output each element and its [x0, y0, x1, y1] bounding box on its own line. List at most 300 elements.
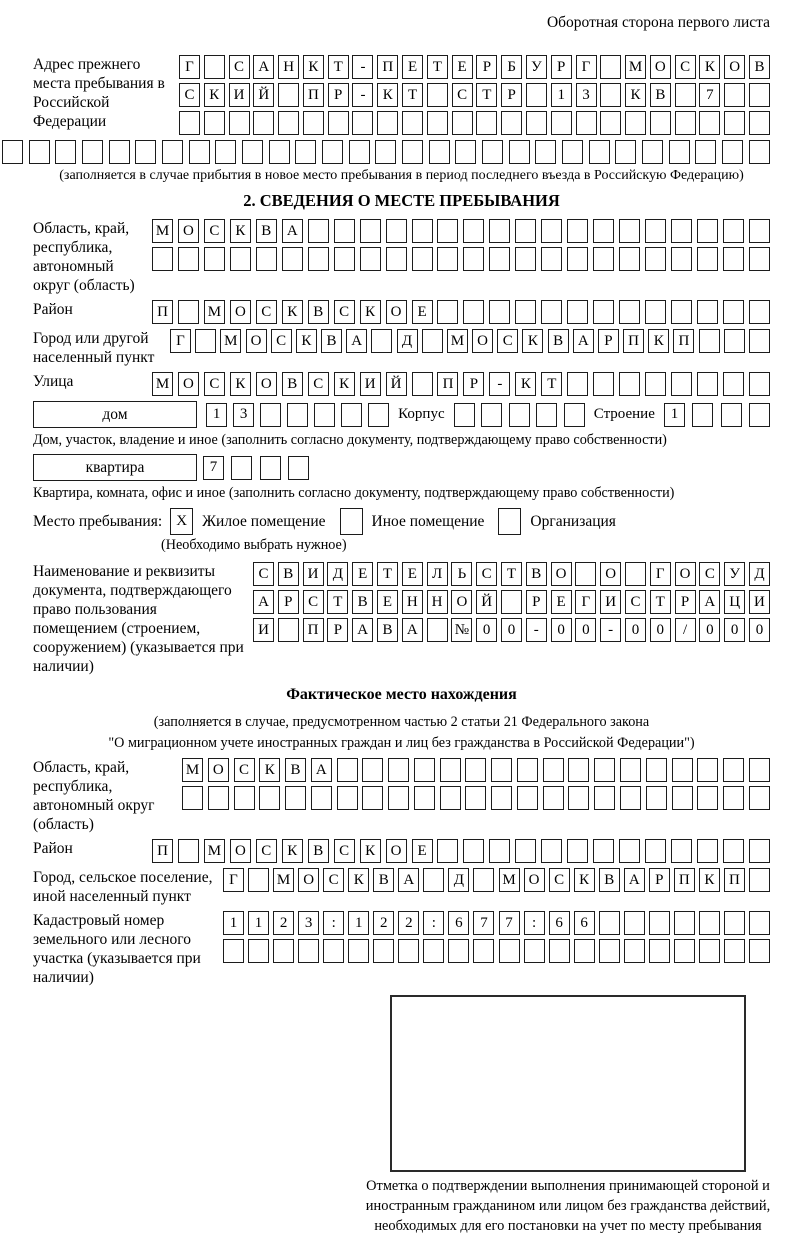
- char-cell[interactable]: С: [549, 868, 570, 892]
- char-cell[interactable]: [619, 372, 640, 396]
- char-cell[interactable]: [234, 786, 255, 810]
- char-cell[interactable]: [322, 140, 343, 164]
- char-cell[interactable]: [671, 247, 692, 271]
- char-cell[interactable]: [619, 247, 640, 271]
- char-cell[interactable]: [278, 618, 299, 642]
- char-cell[interactable]: [491, 758, 512, 782]
- char-cell[interactable]: [253, 111, 274, 135]
- char-cell[interactable]: [645, 372, 666, 396]
- char-cell[interactable]: [541, 839, 562, 863]
- char-cell[interactable]: [749, 219, 770, 243]
- char-cell[interactable]: [576, 111, 597, 135]
- char-cell[interactable]: В: [650, 83, 671, 107]
- char-cell[interactable]: О: [600, 562, 621, 586]
- char-cell[interactable]: [182, 786, 203, 810]
- char-cell[interactable]: [649, 911, 670, 935]
- char-cell[interactable]: [567, 372, 588, 396]
- char-cell[interactable]: О: [386, 839, 407, 863]
- char-cell[interactable]: [671, 219, 692, 243]
- char-cell[interactable]: [699, 939, 720, 963]
- stay-option-zhiloe-checkbox[interactable]: X: [170, 508, 193, 535]
- char-cell[interactable]: [437, 247, 458, 271]
- char-cell[interactable]: Е: [402, 562, 423, 586]
- char-cell[interactable]: И: [749, 590, 770, 614]
- char-cell[interactable]: П: [673, 329, 694, 353]
- char-cell[interactable]: П: [152, 839, 173, 863]
- char-cell[interactable]: С: [179, 83, 200, 107]
- char-cell[interactable]: [593, 219, 614, 243]
- char-cell[interactable]: [749, 83, 770, 107]
- char-cell[interactable]: [454, 403, 475, 427]
- char-cell[interactable]: [723, 300, 744, 324]
- char-cell[interactable]: Е: [551, 590, 572, 614]
- char-cell[interactable]: [402, 111, 423, 135]
- char-cell[interactable]: К: [230, 219, 251, 243]
- char-cell[interactable]: Р: [328, 83, 349, 107]
- char-cell[interactable]: С: [497, 329, 518, 353]
- char-cell[interactable]: [692, 403, 713, 427]
- char-cell[interactable]: П: [623, 329, 644, 353]
- char-cell[interactable]: О: [230, 839, 251, 863]
- char-cell[interactable]: [489, 839, 510, 863]
- char-cell[interactable]: [599, 939, 620, 963]
- char-cell[interactable]: [568, 786, 589, 810]
- char-cell[interactable]: [722, 140, 743, 164]
- char-cell[interactable]: [135, 140, 156, 164]
- char-cell[interactable]: [230, 247, 251, 271]
- char-cell[interactable]: С: [334, 300, 355, 324]
- char-cell[interactable]: К: [230, 372, 251, 396]
- char-cell[interactable]: [749, 839, 770, 863]
- char-cell[interactable]: М: [625, 55, 646, 79]
- char-cell[interactable]: [282, 247, 303, 271]
- char-cell[interactable]: К: [204, 83, 225, 107]
- char-cell[interactable]: И: [229, 83, 250, 107]
- char-cell[interactable]: В: [377, 618, 398, 642]
- char-cell[interactable]: [341, 403, 362, 427]
- char-cell[interactable]: [463, 219, 484, 243]
- char-cell[interactable]: А: [573, 329, 594, 353]
- char-cell[interactable]: 6: [448, 911, 469, 935]
- char-cell[interactable]: П: [152, 300, 173, 324]
- char-cell[interactable]: У: [526, 55, 547, 79]
- char-cell[interactable]: [625, 562, 646, 586]
- char-cell[interactable]: Н: [402, 590, 423, 614]
- char-cell[interactable]: [749, 911, 770, 935]
- char-cell[interactable]: 3: [576, 83, 597, 107]
- char-cell[interactable]: В: [285, 758, 306, 782]
- char-cell[interactable]: А: [402, 618, 423, 642]
- char-cell[interactable]: [645, 300, 666, 324]
- char-cell[interactable]: А: [253, 55, 274, 79]
- char-cell[interactable]: Р: [675, 590, 696, 614]
- char-cell[interactable]: О: [246, 329, 267, 353]
- char-cell[interactable]: [109, 140, 130, 164]
- char-cell[interactable]: 7: [699, 83, 720, 107]
- char-cell[interactable]: Р: [598, 329, 619, 353]
- char-cell[interactable]: 7: [203, 456, 224, 480]
- char-cell[interactable]: [697, 786, 718, 810]
- char-cell[interactable]: М: [152, 372, 173, 396]
- char-cell[interactable]: [323, 939, 344, 963]
- char-cell[interactable]: [412, 372, 433, 396]
- char-cell[interactable]: С: [234, 758, 255, 782]
- char-cell[interactable]: [749, 758, 770, 782]
- char-cell[interactable]: [672, 758, 693, 782]
- stay-option-inoe-checkbox[interactable]: [340, 508, 363, 535]
- char-cell[interactable]: [697, 247, 718, 271]
- char-cell[interactable]: С: [256, 839, 277, 863]
- char-cell[interactable]: [594, 786, 615, 810]
- char-cell[interactable]: [440, 758, 461, 782]
- char-cell[interactable]: Н: [278, 55, 299, 79]
- char-cell[interactable]: 1: [664, 403, 685, 427]
- char-cell[interactable]: -: [600, 618, 621, 642]
- char-cell[interactable]: А: [311, 758, 332, 782]
- char-cell[interactable]: О: [230, 300, 251, 324]
- char-cell[interactable]: [463, 839, 484, 863]
- char-cell[interactable]: [448, 939, 469, 963]
- char-cell[interactable]: К: [648, 329, 669, 353]
- char-cell[interactable]: [625, 111, 646, 135]
- char-cell[interactable]: [360, 219, 381, 243]
- char-cell[interactable]: [543, 786, 564, 810]
- char-cell[interactable]: К: [303, 55, 324, 79]
- char-cell[interactable]: [465, 758, 486, 782]
- char-cell[interactable]: [242, 140, 263, 164]
- char-cell[interactable]: А: [253, 590, 274, 614]
- char-cell[interactable]: О: [178, 219, 199, 243]
- char-cell[interactable]: [362, 758, 383, 782]
- char-cell[interactable]: В: [308, 839, 329, 863]
- char-cell[interactable]: [619, 839, 640, 863]
- char-cell[interactable]: Й: [476, 590, 497, 614]
- char-cell[interactable]: [402, 140, 423, 164]
- char-cell[interactable]: [541, 219, 562, 243]
- char-cell[interactable]: [642, 140, 663, 164]
- char-cell[interactable]: Г: [575, 590, 596, 614]
- char-cell[interactable]: [593, 839, 614, 863]
- char-cell[interactable]: С: [323, 868, 344, 892]
- char-cell[interactable]: 0: [749, 618, 770, 642]
- char-cell[interactable]: Е: [352, 562, 373, 586]
- char-cell[interactable]: Р: [327, 618, 348, 642]
- char-cell[interactable]: М: [152, 219, 173, 243]
- char-cell[interactable]: П: [674, 868, 695, 892]
- char-cell[interactable]: [398, 939, 419, 963]
- char-cell[interactable]: [285, 786, 306, 810]
- char-cell[interactable]: В: [599, 868, 620, 892]
- char-cell[interactable]: -: [489, 372, 510, 396]
- char-cell[interactable]: М: [499, 868, 520, 892]
- char-cell[interactable]: :: [423, 911, 444, 935]
- char-cell[interactable]: [645, 219, 666, 243]
- char-cell[interactable]: [599, 911, 620, 935]
- char-cell[interactable]: А: [624, 868, 645, 892]
- char-cell[interactable]: К: [296, 329, 317, 353]
- char-cell[interactable]: [568, 758, 589, 782]
- char-cell[interactable]: [437, 300, 458, 324]
- char-cell[interactable]: П: [303, 618, 324, 642]
- char-cell[interactable]: [178, 247, 199, 271]
- char-cell[interactable]: [672, 786, 693, 810]
- char-cell[interactable]: [295, 140, 316, 164]
- char-cell[interactable]: В: [526, 562, 547, 586]
- char-cell[interactable]: [749, 786, 770, 810]
- char-cell[interactable]: [260, 456, 281, 480]
- char-cell[interactable]: [482, 140, 503, 164]
- char-cell[interactable]: Ь: [451, 562, 472, 586]
- char-cell[interactable]: [619, 300, 640, 324]
- char-cell[interactable]: 0: [575, 618, 596, 642]
- char-cell[interactable]: Г: [223, 868, 244, 892]
- char-cell[interactable]: [600, 111, 621, 135]
- char-cell[interactable]: [178, 839, 199, 863]
- char-cell[interactable]: К: [348, 868, 369, 892]
- char-cell[interactable]: [204, 55, 225, 79]
- char-cell[interactable]: С: [452, 83, 473, 107]
- char-cell[interactable]: [273, 939, 294, 963]
- char-cell[interactable]: /: [675, 618, 696, 642]
- char-cell[interactable]: [749, 868, 770, 892]
- char-cell[interactable]: Р: [526, 590, 547, 614]
- char-cell[interactable]: [465, 786, 486, 810]
- char-cell[interactable]: [414, 786, 435, 810]
- char-cell[interactable]: [723, 247, 744, 271]
- char-cell[interactable]: [724, 329, 745, 353]
- char-cell[interactable]: [368, 403, 389, 427]
- char-cell[interactable]: [675, 111, 696, 135]
- char-cell[interactable]: [723, 839, 744, 863]
- char-cell[interactable]: [489, 219, 510, 243]
- char-cell[interactable]: [314, 403, 335, 427]
- char-cell[interactable]: Т: [377, 562, 398, 586]
- char-cell[interactable]: С: [625, 590, 646, 614]
- char-cell[interactable]: 7: [473, 911, 494, 935]
- char-cell[interactable]: [412, 219, 433, 243]
- char-cell[interactable]: [414, 758, 435, 782]
- char-cell[interactable]: [509, 403, 530, 427]
- char-cell[interactable]: Р: [501, 83, 522, 107]
- char-cell[interactable]: [650, 111, 671, 135]
- char-cell[interactable]: [229, 111, 250, 135]
- char-cell[interactable]: [422, 329, 443, 353]
- char-cell[interactable]: [600, 83, 621, 107]
- char-cell[interactable]: [348, 939, 369, 963]
- char-cell[interactable]: [624, 939, 645, 963]
- char-cell[interactable]: С: [271, 329, 292, 353]
- char-cell[interactable]: С: [303, 590, 324, 614]
- char-cell[interactable]: [360, 247, 381, 271]
- char-cell[interactable]: -: [526, 618, 547, 642]
- char-cell[interactable]: [328, 111, 349, 135]
- char-cell[interactable]: [501, 111, 522, 135]
- char-cell[interactable]: [536, 403, 557, 427]
- char-cell[interactable]: [386, 247, 407, 271]
- char-cell[interactable]: [524, 939, 545, 963]
- char-cell[interactable]: 3: [298, 911, 319, 935]
- char-cell[interactable]: [697, 372, 718, 396]
- char-cell[interactable]: [620, 758, 641, 782]
- char-cell[interactable]: [749, 140, 770, 164]
- char-cell[interactable]: И: [303, 562, 324, 586]
- char-cell[interactable]: Т: [427, 55, 448, 79]
- char-cell[interactable]: [526, 83, 547, 107]
- char-cell[interactable]: С: [253, 562, 274, 586]
- char-cell[interactable]: [515, 247, 536, 271]
- char-cell[interactable]: [473, 939, 494, 963]
- char-cell[interactable]: Л: [427, 562, 448, 586]
- char-cell[interactable]: [749, 111, 770, 135]
- char-cell[interactable]: [178, 300, 199, 324]
- char-cell[interactable]: [463, 247, 484, 271]
- char-cell[interactable]: [162, 140, 183, 164]
- char-cell[interactable]: [152, 247, 173, 271]
- char-cell[interactable]: У: [724, 562, 745, 586]
- char-cell[interactable]: [749, 247, 770, 271]
- char-cell[interactable]: [311, 786, 332, 810]
- char-cell[interactable]: [567, 247, 588, 271]
- char-cell[interactable]: [298, 939, 319, 963]
- char-cell[interactable]: М: [220, 329, 241, 353]
- char-cell[interactable]: [541, 300, 562, 324]
- char-cell[interactable]: М: [273, 868, 294, 892]
- char-cell[interactable]: [515, 219, 536, 243]
- char-cell[interactable]: Е: [402, 55, 423, 79]
- char-cell[interactable]: [594, 758, 615, 782]
- char-cell[interactable]: О: [650, 55, 671, 79]
- char-cell[interactable]: К: [259, 758, 280, 782]
- char-cell[interactable]: [575, 562, 596, 586]
- char-cell[interactable]: [388, 758, 409, 782]
- char-cell[interactable]: 1: [551, 83, 572, 107]
- char-cell[interactable]: К: [282, 300, 303, 324]
- char-cell[interactable]: О: [256, 372, 277, 396]
- char-cell[interactable]: [55, 140, 76, 164]
- char-cell[interactable]: [515, 300, 536, 324]
- char-cell[interactable]: [278, 83, 299, 107]
- char-cell[interactable]: [352, 111, 373, 135]
- char-cell[interactable]: [427, 618, 448, 642]
- char-cell[interactable]: [260, 403, 281, 427]
- char-cell[interactable]: [543, 758, 564, 782]
- char-cell[interactable]: [723, 786, 744, 810]
- char-cell[interactable]: М: [447, 329, 468, 353]
- char-cell[interactable]: Г: [650, 562, 671, 586]
- char-cell[interactable]: В: [321, 329, 342, 353]
- char-cell[interactable]: Т: [402, 83, 423, 107]
- char-cell[interactable]: [248, 939, 269, 963]
- char-cell[interactable]: [476, 111, 497, 135]
- char-cell[interactable]: [349, 140, 370, 164]
- char-cell[interactable]: Д: [448, 868, 469, 892]
- char-cell[interactable]: П: [303, 83, 324, 107]
- char-cell[interactable]: В: [548, 329, 569, 353]
- char-cell[interactable]: [749, 939, 770, 963]
- char-cell[interactable]: [695, 140, 716, 164]
- char-cell[interactable]: [501, 590, 522, 614]
- char-cell[interactable]: О: [675, 562, 696, 586]
- char-cell[interactable]: А: [398, 868, 419, 892]
- char-cell[interactable]: С: [699, 562, 720, 586]
- char-cell[interactable]: [204, 111, 225, 135]
- char-cell[interactable]: [574, 939, 595, 963]
- char-cell[interactable]: 7: [499, 911, 520, 935]
- char-cell[interactable]: [674, 911, 695, 935]
- char-cell[interactable]: Е: [412, 300, 433, 324]
- char-cell[interactable]: [675, 83, 696, 107]
- char-cell[interactable]: [723, 219, 744, 243]
- char-cell[interactable]: К: [515, 372, 536, 396]
- char-cell[interactable]: [645, 839, 666, 863]
- char-cell[interactable]: №: [451, 618, 472, 642]
- char-cell[interactable]: [671, 839, 692, 863]
- char-cell[interactable]: [645, 247, 666, 271]
- char-cell[interactable]: А: [346, 329, 367, 353]
- char-cell[interactable]: [423, 868, 444, 892]
- char-cell[interactable]: К: [574, 868, 595, 892]
- char-cell[interactable]: С: [204, 219, 225, 243]
- char-cell[interactable]: В: [749, 55, 770, 79]
- char-cell[interactable]: К: [625, 83, 646, 107]
- char-cell[interactable]: [671, 300, 692, 324]
- char-cell[interactable]: [29, 140, 50, 164]
- char-cell[interactable]: [593, 300, 614, 324]
- char-cell[interactable]: [371, 329, 392, 353]
- char-cell[interactable]: Т: [328, 55, 349, 79]
- char-cell[interactable]: [204, 247, 225, 271]
- char-cell[interactable]: Т: [476, 83, 497, 107]
- char-cell[interactable]: [427, 83, 448, 107]
- char-cell[interactable]: О: [298, 868, 319, 892]
- char-cell[interactable]: [223, 939, 244, 963]
- char-cell[interactable]: Т: [541, 372, 562, 396]
- char-cell[interactable]: [287, 403, 308, 427]
- char-cell[interactable]: [699, 329, 720, 353]
- char-cell[interactable]: С: [256, 300, 277, 324]
- char-cell[interactable]: [749, 372, 770, 396]
- char-cell[interactable]: [615, 140, 636, 164]
- char-cell[interactable]: М: [182, 758, 203, 782]
- char-cell[interactable]: [721, 403, 742, 427]
- char-cell[interactable]: 0: [699, 618, 720, 642]
- char-cell[interactable]: [749, 403, 770, 427]
- char-cell[interactable]: Е: [412, 839, 433, 863]
- char-cell[interactable]: В: [282, 372, 303, 396]
- char-cell[interactable]: О: [386, 300, 407, 324]
- char-cell[interactable]: 1: [206, 403, 227, 427]
- char-cell[interactable]: Б: [501, 55, 522, 79]
- char-cell[interactable]: [697, 839, 718, 863]
- char-cell[interactable]: [489, 247, 510, 271]
- char-cell[interactable]: [699, 111, 720, 135]
- char-cell[interactable]: [208, 786, 229, 810]
- char-cell[interactable]: П: [377, 55, 398, 79]
- char-cell[interactable]: [749, 300, 770, 324]
- char-cell[interactable]: В: [308, 300, 329, 324]
- char-cell[interactable]: [362, 786, 383, 810]
- char-cell[interactable]: [699, 911, 720, 935]
- char-cell[interactable]: И: [253, 618, 274, 642]
- char-cell[interactable]: [515, 839, 536, 863]
- char-cell[interactable]: [517, 758, 538, 782]
- char-cell[interactable]: [195, 329, 216, 353]
- char-cell[interactable]: [386, 219, 407, 243]
- char-cell[interactable]: [423, 939, 444, 963]
- char-cell[interactable]: [723, 758, 744, 782]
- char-cell[interactable]: [308, 219, 329, 243]
- char-cell[interactable]: Ц: [724, 590, 745, 614]
